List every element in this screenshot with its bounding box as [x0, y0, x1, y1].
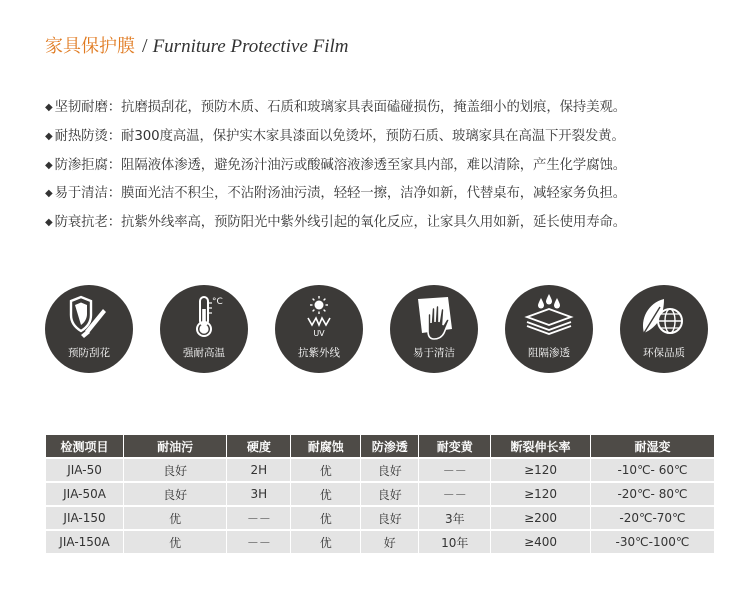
table-cell: －－	[419, 483, 490, 505]
uv-text: UV	[313, 329, 325, 338]
table-cell: 2H	[227, 459, 290, 481]
table-cell: 良好	[361, 459, 418, 481]
feature-icons-row	[45, 285, 705, 375]
table-cell: JIA-150	[46, 507, 123, 529]
feature-item	[45, 94, 745, 123]
title-chinese: 家具保护膜	[45, 36, 135, 57]
table-cell: 优	[124, 531, 226, 553]
table-cell: JIA-50	[46, 459, 123, 481]
celsius-unit: °C	[212, 297, 223, 307]
feature-item	[45, 152, 745, 181]
icon-label: 强耐高温	[183, 347, 225, 359]
feature-text: 防渗拒腐：阻隔液体渗透，避免汤汁油污或酸碱溶液渗透至家具内部，难以清除，产生化学腐蚀。	[54, 157, 627, 173]
table-cell: 优	[291, 483, 360, 505]
feature-text: 耐热防烫：耐300度高温，保护实木家具漆面以免烫坏，预防石质、玻璃家具在高温下开裂发黄。	[54, 128, 625, 144]
table-cell: 良好	[124, 459, 226, 481]
page-title	[45, 32, 349, 58]
column-header: 耐湿变	[591, 435, 714, 457]
table-header-row	[46, 435, 714, 457]
column-header: 硬度	[227, 435, 290, 457]
feature-item	[45, 123, 745, 152]
table-cell: -20℃-70℃	[591, 507, 714, 529]
table-cell: 优	[124, 507, 226, 529]
table-cell: －－	[419, 459, 490, 481]
table-cell: JIA-50A	[46, 483, 123, 505]
table-cell: ≥400	[491, 531, 590, 553]
table-cell: 优	[291, 531, 360, 553]
table-row	[46, 459, 714, 481]
table-row	[46, 507, 714, 529]
table-row	[46, 483, 714, 505]
table-cell: ≥120	[491, 483, 590, 505]
icon-label: 阻隔渗透	[528, 347, 570, 359]
icon-label: 预防刮花	[68, 347, 110, 359]
feature-item	[45, 209, 745, 238]
icon-label: 环保品质	[643, 347, 685, 359]
column-header: 耐变黄	[419, 435, 490, 457]
column-header: 检测项目	[46, 435, 123, 457]
table-cell: 10年	[419, 531, 490, 553]
column-header: 断裂伸长率	[491, 435, 590, 457]
table-cell: -10℃- 60℃	[591, 459, 714, 481]
icon-label: 易于清洁	[413, 347, 455, 359]
table-cell: -20℃- 80℃	[591, 483, 714, 505]
table-cell: -30℃-100℃	[591, 531, 714, 553]
table-cell: －－	[227, 507, 290, 529]
spec-table	[45, 433, 715, 555]
column-header: 耐腐蚀	[291, 435, 360, 457]
table-cell: －－	[227, 531, 290, 553]
diamond-bullet-icon: ◆	[45, 188, 53, 200]
table-cell: JIA-150A	[46, 531, 123, 553]
table-cell: 良好	[361, 507, 418, 529]
icon-badge-clean	[390, 285, 478, 373]
feature-text: 坚韧耐磨：抗磨损刮花，预防木质、石质和玻璃家具表面磕碰损伤，掩盖细小的划痕，保持美观。	[54, 100, 627, 115]
diamond-bullet-icon: ◆	[45, 159, 53, 171]
table-cell: ≥120	[491, 459, 590, 481]
table-cell: 3年	[419, 507, 490, 529]
diamond-bullet-icon: ◆	[45, 102, 53, 113]
icon-badge-barrier	[505, 285, 593, 373]
icon-badge-heat	[160, 285, 248, 373]
feature-list	[45, 94, 745, 238]
icon-label: 抗紫外线	[298, 347, 340, 359]
table-cell: 3H	[227, 483, 290, 505]
icon-badge-eco	[620, 285, 708, 373]
table-row	[46, 531, 714, 553]
table-cell: 优	[291, 507, 360, 529]
table-cell: ≥200	[491, 507, 590, 529]
title-english: Furniture Protective Film	[152, 36, 349, 57]
feature-text: 易于清洁：膜面光洁不积尘，不沾附汤油污渍，轻轻一擦，洁净如新，代替桌布，减轻家务负担。	[54, 186, 627, 202]
title-separator: /	[142, 35, 148, 57]
icon-badge-scratch	[45, 285, 133, 373]
table-cell: 良好	[361, 483, 418, 505]
column-header: 耐油污	[124, 435, 226, 457]
table-cell: 优	[291, 459, 360, 481]
table-cell: 好	[361, 531, 418, 553]
diamond-bullet-icon: ◆	[45, 217, 53, 229]
feature-item	[45, 180, 745, 209]
diamond-bullet-icon: ◆	[45, 130, 53, 142]
icon-badge-uv	[275, 285, 363, 373]
feature-text: 防衰抗老：抗紫外线率高，预防阳光中紫外线引起的氧化反应，让家具久用如新，延长使用寿命。	[54, 215, 627, 231]
table-cell: 良好	[124, 483, 226, 505]
column-header: 防渗透	[361, 435, 418, 457]
